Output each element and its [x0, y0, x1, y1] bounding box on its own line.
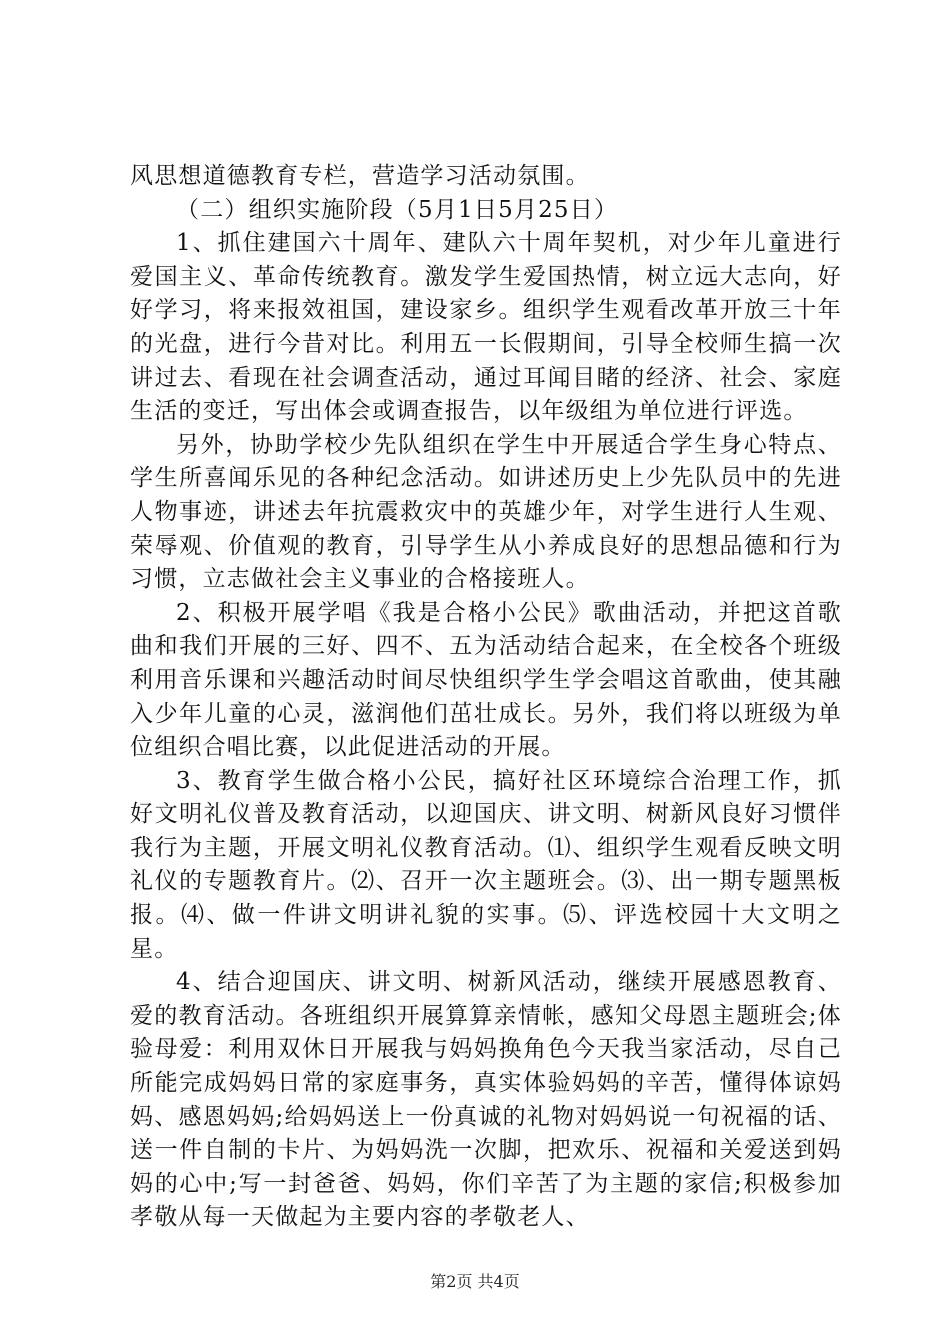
paragraph-item-2: 2、积极开展学唱《我是合格小公民》歌曲活动，并把这首歌曲和我们开展的三好、四不、五为活动结合起来，在全校各个班级利用音乐课和兴趣活动时间尽快组织学生学会唱这首歌曲，使其融入少年儿童的心灵，滋润他们茁壮成长。另外，我们将以班级为单位组织合唱比赛，以此促进活动的开展。 — [130, 599, 842, 761]
section-heading: （二）组织实施阶段（5月1日5月25日） — [176, 196, 619, 223]
page-footer: 第2页 共4页 — [430, 1272, 520, 1291]
paragraph-continuation: 风思想道德教育专栏，营造学习活动氛围。 — [130, 163, 590, 189]
paragraph-item-3: 3、教育学生做合格小公民，搞好社区环境综合治理工作，抓好文明礼仪普及教育活动，以迎国庆、讲文明、树新风良好习惯伴我行为主题，开展文明礼仪教育活动。⑴、组织学生观看反映文明礼仪的专题教育片。⑵、召开一次主题班会。⑶、出一期专题黑板报。⑷、做一件讲文明讲礼貌的实事。⑸、评选校园十大文明之星。 — [130, 767, 842, 962]
paragraph-item-1: 1、抓住建国六十周年、建队六十周年契机，对少年儿童进行爱国主义、革命传统教育。激发学生爱国热情，树立远大志向，好好学习，将来报效祖国，建设家乡。组织学生观看改革开放三十年的光盘，进行今昔对比。利用五一长假期间，引导全校师生搞一次讲过去、看现在社会调查活动，通过耳闻目睹的经济、社会、家庭生活的变迁，写出体会或调查报告，以年级组为单位进行评选。 — [130, 230, 842, 425]
paragraph-item-4: 4、结合迎国庆、讲文明、树新风活动，继续开展感恩教育、爱的教育活动。各班组织开展算算亲情帐，感知父母恩主题班会;体验母爱：利用双休日开展我与妈妈换角色今天我当家活动，尽自己所能完成妈妈日常的家庭事务，真实体验妈妈的辛苦，懂得体谅妈妈、感恩妈妈;给妈妈送上一份真诚的礼物对妈妈说一句祝福的话、送一件自制的卡片、为妈妈洗一次脚，把欢乐、祝福和关爱送到妈妈的心中;写一封爸爸、妈妈，你们辛苦了为主题的家信;积极参加孝敬从每一天做起为主要内容的孝敬老人、 — [130, 969, 842, 1231]
paragraph-additional: 另外，协助学校少先队组织在学生中开展适合学生身心特点、学生所喜闻乐见的各种纪念活动。如讲述历史上少先队员中的先进人物事迹，讲述去年抗震救灾中的英雄少年，对学生进行人生观、荣辱观、价值观的教育，引导学生从小养成良好的思想品德和行为习惯，立志做社会主义事业的合格接班人。 — [130, 431, 842, 593]
document-body — [130, 160, 842, 1235]
